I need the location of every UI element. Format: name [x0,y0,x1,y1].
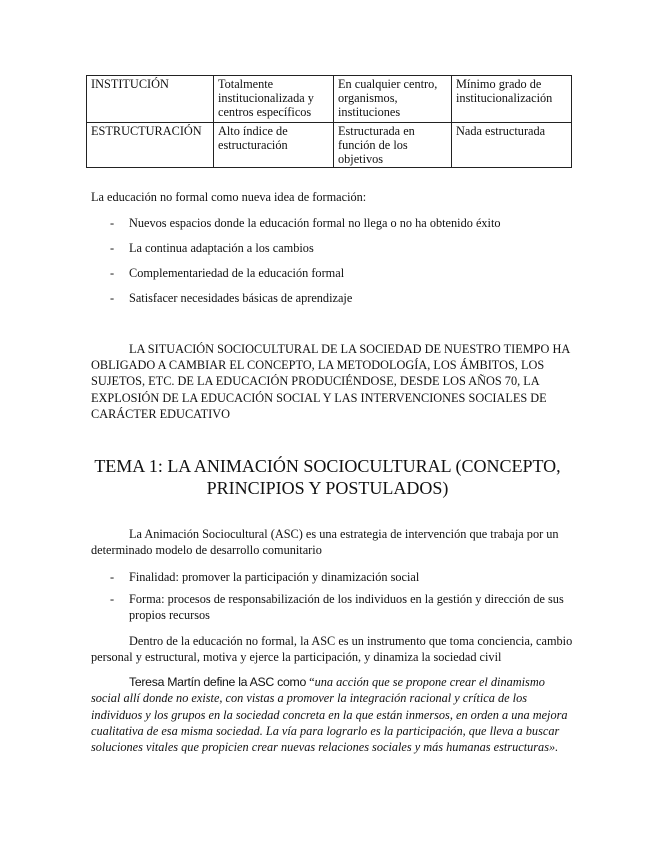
formation-list [91,216,571,307]
list-item [91,241,571,257]
dash-bullet: - [110,241,115,255]
list-item-text: Finalidad: promover la participación y dinamización social [129,570,420,584]
table-cell: INSTITUCIÓN [87,76,214,123]
list-item [91,570,571,586]
table-row [87,123,572,168]
list-item-text: Satisfacer necesidades básicas de aprendizaje [129,291,353,305]
table-cell: Totalmente institucionalizada y centros específicos [214,76,334,123]
dash-bullet: - [110,291,115,305]
section-title: TEMA 1: LA ANIMACIÓN SOCIOCULTURAL (CONCEPTO, PRINCIPIOS Y POSTULADOS) [94,456,561,498]
table-cell: Estructurada en función de los objetivos [334,123,452,168]
list-item-text: La continua adaptación a los cambios [129,241,314,255]
asc-intro: La Animación Sociocultural (ASC) es una estrategia de intervención que trabaja por un determinado modelo de desarrollo comunitario [91,527,559,557]
table-cell: Nada estructurada [452,123,572,168]
list-item-text: Forma: procesos de responsabilización de los individuos en la gestión y dirección de sus propios recursos [129,592,564,622]
asc-list [91,570,571,623]
table-cell: ESTRUCTURACIÓN [87,123,214,168]
quote-text: una acción que se propone crear el dinamismo social allí donde no existe, con vistas a promover la integración racional y crítica de los individuos y los grupos en la sociedad concreta en la que están inmersos, en orden a una mejora cualitativa de esa misma sociedad. La vía para lograrlo es la participación, que lleva a buscar soluciones vitales que propicien crear nuevas relaciones sociales y más humanas estructuras». [91,675,568,755]
quote-paragraph [91,674,577,755]
list-item-text: Complementariedad de la educación formal [129,266,345,280]
list-item [91,592,571,623]
table-row [87,76,572,123]
dash-bullet: - [110,592,115,606]
section-intro: La educación no formal como nueva idea de formación: [91,190,367,204]
dash-bullet: - [110,216,115,230]
table-cell: Alto índice de estructuración [214,123,334,168]
quote-author: Teresa Martín define la ASC como [129,675,310,689]
list-item [91,216,571,232]
list-item-text: Nuevos espacios donde la educación formal no llega o no ha obtenido éxito [129,216,501,230]
dash-bullet: - [110,266,115,280]
table-cell: Mínimo grado de institucionalización [452,76,572,123]
quote-open-mark: “ [309,675,315,689]
uppercase-paragraph: LA SITUACIÓN SOCIOCULTURAL DE LA SOCIEDAD DE NUESTRO TIEMPO HA OBLIGADO A CAMBIAR EL CONCEPTO, LA METODOLOGÍA, LOS ÁMBITOS, LOS SUJETOS, ETC. DE LA EDUCACIÓN PRODUCIÉNDOSE, DESDE LOS AÑOS 70, LA EXPLOSIÓN DE LA EDUCACIÓN SOCIAL Y LAS INTERVENCIONES SOCIALES DE CARÁCTER EDUCATIVO [91,342,570,421]
comparison-table [86,75,572,168]
dash-bullet: - [110,570,115,584]
asc-paragraph: Dentro de la educación no formal, la ASC es un instrumento que toma conciencia, cambio personal y estructural, motiva y ejerce la participación, y dinamiza la sociedad civil [91,634,573,664]
list-item [91,266,571,282]
table-cell: En cualquier centro, organismos, instituciones [334,76,452,123]
list-item [91,291,571,307]
